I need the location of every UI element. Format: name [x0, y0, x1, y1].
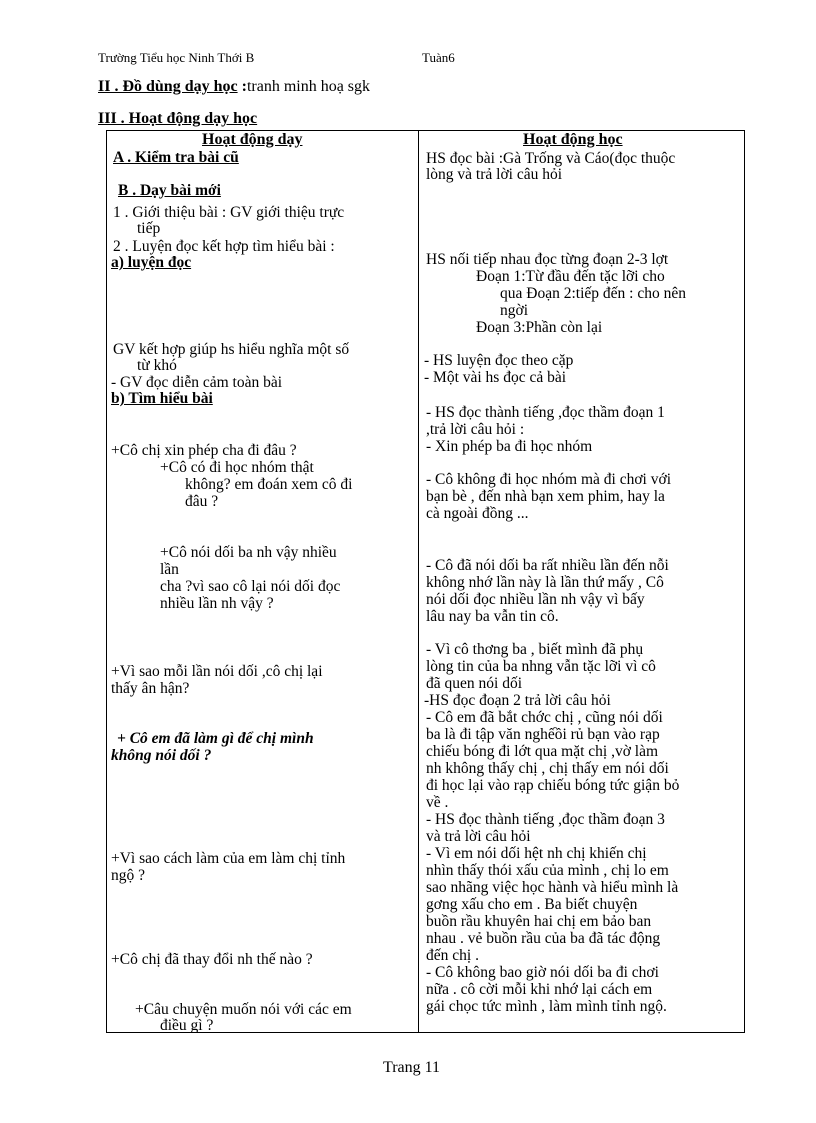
right-line: ngời — [500, 302, 529, 319]
left-line: điều gì ? — [160, 1018, 214, 1032]
right-line: bạn bè , đến nhà bạn xem phim, hay la — [426, 488, 665, 505]
right-line: gơng xấu cho em . Ba biết chuyện — [426, 896, 638, 913]
right-line: nhìn thấy thói xấu của mình , chị lo em — [426, 862, 669, 879]
right-line: nh không thấy chị , chị thấy em nói dối — [426, 760, 669, 777]
right-line: nữa . cô cời mỗi khi nhớ lại cách em — [426, 981, 653, 998]
left-line: ngộ ? — [111, 867, 146, 884]
right-line: nhau . vẻ buồn rầu của ba đã tác động — [426, 930, 661, 947]
right-column-header: Hoạt động học — [523, 131, 623, 148]
right-line: ,trả lời câu hỏi : — [426, 421, 525, 438]
right-line: - Vì cô thơng ba , biết mình đã phụ — [426, 641, 644, 658]
left-line: a) luyện đọc — [111, 254, 192, 271]
left-line: A . Kiểm tra bài cũ — [113, 149, 239, 166]
right-line: - HS đọc thành tiếng ,đọc thầm đoạn 1 — [426, 404, 665, 421]
left-line: tiếp — [137, 220, 161, 237]
right-line: đã quen nói dối — [426, 675, 522, 692]
right-line: - Vì em nói dối hệt nh chị khiến chị — [426, 845, 647, 862]
right-line: gái chọc tức mình , làm mình tỉnh ngộ. — [426, 998, 667, 1015]
left-line: từ khó — [137, 357, 177, 374]
right-line: và trả lời câu hỏi — [426, 828, 531, 845]
right-line: Đoạn 3:Phần còn lại — [476, 319, 603, 336]
right-line: - Cô đã nói dối ba rất nhiều lần đến nỗi — [426, 557, 669, 574]
left-line: 2 . Luyện đọc kết hợp tìm hiểu bài : — [113, 238, 335, 255]
right-line: đi học lại vào rạp chiếu bóng tức giận bỏ — [426, 777, 680, 794]
right-line: - Một vài hs đọc cả bài — [424, 369, 567, 386]
left-line: GV kết hợp giúp hs hiểu nghĩa một số — [113, 341, 350, 358]
right-line: sao nhãng việc học hành và hiểu mình là — [426, 879, 679, 896]
left-column-header: Hoạt động dạy — [202, 131, 303, 148]
left-line: không? em đoán xem cô đi — [185, 476, 353, 493]
left-line: + Cô em đã làm gì để chị mình — [117, 730, 314, 747]
left-line: +Cô nói dối ba nh vậy nhiều — [160, 544, 337, 561]
right-line: buồn rầu khuyên hai chị em bảo ban — [426, 913, 652, 930]
left-line: 1 . Giới thiệu bài : GV giới thiệu trực — [113, 204, 345, 221]
left-line: +Câu chuyện muốn nói với các em — [135, 1001, 352, 1018]
left-line: không nói dối ? — [111, 747, 212, 764]
right-line: qua Đoạn 2:tiếp đến : cho nên — [500, 285, 686, 302]
right-line: - Cô không bao giờ nói dối ba đi chơi — [426, 964, 659, 981]
right-line: lòng và trả lời câu hỏi — [426, 166, 563, 183]
left-line: B . Dạy bài mới — [118, 182, 221, 199]
right-line: lâu nay ba vẫn tin cô. — [426, 608, 559, 625]
left-line: +Cô chị xin phép cha đi đâu ? — [111, 442, 297, 459]
right-line: -HS đọc đoạn 2 trả lời câu hỏi — [424, 692, 611, 709]
left-line: - GV đọc diễn cảm toàn bài — [111, 374, 283, 391]
right-line: về . — [426, 794, 449, 811]
right-line: lòng tin của ba nhng vẫn tặc lỡi vì cô — [426, 658, 656, 675]
left-line: lần — [160, 561, 179, 578]
right-line: đến chị . — [426, 947, 479, 964]
right-line: chiếu bóng đi lớt qua mặt chị ,vờ làm — [426, 743, 659, 760]
right-line: - Cô em đã bắt chớc chị , cũng nói dối — [426, 709, 663, 726]
left-line: +Cô có đi học nhóm thật — [160, 459, 314, 476]
left-line: +Vì sao mỗi lần nói dối ,cô chị lại — [111, 663, 323, 680]
left-line: b) Tìm hiểu bài — [111, 390, 213, 407]
week-label: Tuàn6 — [422, 50, 455, 65]
right-line: - Cô không đi học nhóm mà đi chơi với — [426, 471, 671, 488]
left-line: +Cô chị đã thay đổi nh thế nào ? — [111, 951, 313, 968]
left-line: thấy ân hận? — [111, 680, 190, 697]
table-divider — [418, 130, 419, 1033]
left-line: cha ?vì sao cô lại nói dối đọc — [160, 578, 341, 595]
right-line: - Xin phép ba đi học nhóm — [426, 438, 593, 455]
right-line: - HS luyện đọc theo cặp — [424, 352, 574, 369]
section-3-title: III . Hoạt động dạy học — [98, 110, 258, 127]
right-line: HS đọc bài :Gà Trống và Cáo(đọc thuộc — [426, 150, 676, 167]
right-line: - HS đọc thành tiếng ,đọc thầm đoạn 3 — [426, 811, 665, 828]
right-line: HS nối tiếp nhau đọc từng đoạn 2-3 lợt — [426, 251, 669, 268]
section-2-heading — [98, 78, 370, 96]
section-3-heading — [98, 110, 257, 128]
right-line: Đoạn 1:Từ đầu đến tặc lỡi cho — [476, 268, 665, 285]
school-name: Trường Tiểu học Ninh Thới B — [98, 50, 255, 65]
right-line: cà ngoài đồng ... — [426, 505, 529, 522]
page-number: Trang 11 — [383, 1059, 441, 1076]
left-line: +Vì sao cách làm của em làm chị tỉnh — [111, 850, 346, 867]
right-line: không nhớ lần này là lần thứ mấy , Cô — [426, 574, 664, 591]
section-2-title: II . Đồ dùng dạy học — [98, 78, 238, 95]
right-line: nói dối đọc nhiều lần nh vậy vì bấy — [426, 591, 645, 608]
left-line: đâu ? — [185, 493, 219, 510]
section-2-sep: : — [237, 78, 247, 95]
section-2-content: tranh minh hoạ sgk — [246, 78, 371, 95]
left-line: nhiều lần nh vậy ? — [160, 595, 274, 612]
right-line: ba là đi tập văn nghếồi rủ bạn vào rạp — [426, 726, 660, 743]
